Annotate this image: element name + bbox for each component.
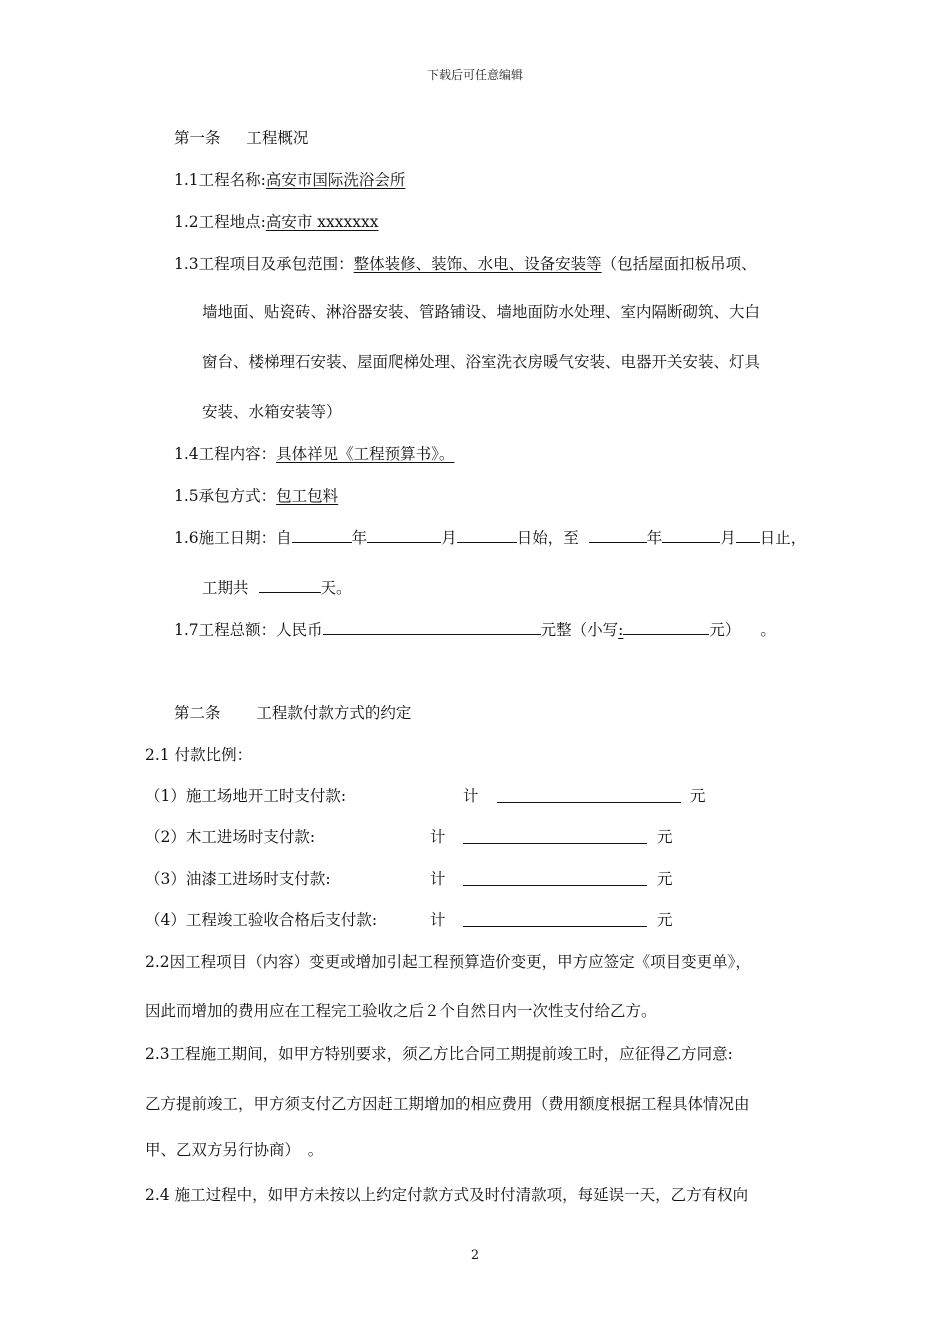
section-2-title [174,703,411,723]
item-1-6-label: 1.6施工日期： [174,529,277,547]
item-1-5-label: 1.5承包方式： [174,487,277,505]
item-1-7-dot: 。 [760,621,776,639]
payment-ji: 计 [430,870,446,888]
payment-unit: 元 [657,828,673,846]
item-1-3-line-4: 安装、水箱安装等） [202,403,342,421]
item-1-6-end: 日止， [759,529,807,547]
item-1-7 [174,620,776,640]
item-1-3-line-3: 窗台、楼梯理石安装、屋面爬梯处理、浴室洗衣房暖气安装、电器开关安装、灯具 [202,353,761,371]
item-1-6-year: 年 [351,529,368,547]
page-number: 2 [470,1248,480,1263]
payment-amount-blank[interactable] [497,788,681,803]
item-1-6-from: 自 [276,529,292,547]
end-day-blank[interactable] [736,528,760,543]
payment-ji: 计 [430,911,446,929]
item-1-5-value: 包工包料 [276,487,339,505]
item-1-7-colon: : [618,621,624,639]
payment-label: （2）木工进场时支付款: [145,828,316,846]
end-year-blank[interactable] [589,528,647,543]
page-header: 下载后可任意编辑 [426,68,523,82]
item-2-1: 2.1 付款比例： [145,746,253,764]
item-1-4-value: 具体祥见《工程预算书》。 [276,445,455,463]
item-1-5 [174,486,338,506]
payment-label: （3）油漆工进场时支付款: [145,870,331,888]
payment-row [145,827,745,847]
section-1-title [174,128,308,148]
start-month-blank[interactable] [367,528,441,543]
item-1-2-label: 1.2工程地点: [174,213,266,231]
section-2-heading: 工程款付款方式的约定 [256,704,412,722]
item-1-3-label: 1.3工程项目及承包范围： [174,255,354,273]
item-1-7-yuan: 元） [709,621,741,639]
item-1-7-whole: 元整（小写 [540,621,619,639]
item-1-4-label: 1.4工程内容： [174,445,277,463]
item-1-3-line-2: 墙地面、贴瓷砖、淋浴器安装、管路铺设、墙地面防水处理、室内隔断砌筑、大白 [202,303,761,321]
item-1-6-line-2 [202,578,352,598]
total-amount-words-blank[interactable] [323,620,541,635]
payment-ji: 计 [463,787,479,805]
section-1-heading: 工程概况 [246,129,309,147]
item-2-2-line-1: 2.2因工程项目（内容）变更或增加引起工程预算造价变更，甲方应签定《项目变更单》， [145,953,751,971]
payment-unit: 元 [657,870,673,888]
payment-label: （1）施工场地开工时支付款: [145,787,347,805]
payment-amount-blank[interactable] [463,829,647,844]
payment-amount-blank[interactable] [463,912,647,927]
item-2-4-line-1: 2.4 施工过程中，如甲方未按以上约定付款方式及时付清款项，每延误一天，乙方有权向 [145,1186,749,1204]
payment-label: （4）工程竣工验收合格后支付款: [145,911,378,929]
payment-amount-blank[interactable] [463,871,647,886]
period-label: 工期共 [202,579,249,597]
payment-row [145,869,745,889]
period-days-blank[interactable] [259,578,321,593]
item-1-6-month2: 月 [720,529,736,547]
item-1-6-start: 日始，至 [516,529,579,547]
item-1-7-label: 1.7工程总额：人民币 [174,621,323,639]
period-unit: 天。 [320,579,352,597]
payment-row [145,910,745,930]
item-1-3-value: 整体装修、装饰、水电、设备安装等 [353,255,602,273]
item-2-3-line-2: 乙方提前竣工，甲方须支付乙方因赶工期增加的相应费用（费用额度根据工程具体情况由 [145,1095,750,1113]
payment-unit: 元 [690,787,706,805]
item-1-6-line-1 [174,528,806,548]
item-1-4 [174,444,454,464]
item-2-2-line-2: 因此而增加的费用应在工程完工验收之后２个自然日内一次性支付给乙方。 [145,1002,657,1020]
item-1-1-value: 高安市国际洗浴会所 [265,171,406,189]
total-amount-digits-blank[interactable] [623,620,709,635]
payment-unit: 元 [657,911,673,929]
section-2-number: 第二条 [174,704,221,722]
item-1-3-rest: （包括屋面扣板吊项、 [601,255,757,273]
item-2-3-line-3: 甲、乙双方另行协商） 。 [145,1141,324,1159]
item-1-1 [174,170,405,190]
item-1-6-year2: 年 [646,529,663,547]
item-1-1-label: 1.1工程名称: [174,171,266,189]
item-2-3-line-1: 2.3工程施工期间，如甲方特别要求，须乙方比合同工期提前竣工时，应征得乙方同意: [145,1045,733,1063]
start-day-blank[interactable] [457,528,517,543]
item-1-3-line-1 [174,254,757,274]
payment-row [145,786,745,806]
end-month-blank[interactable] [662,528,720,543]
item-1-2 [174,212,379,232]
start-year-blank[interactable] [292,528,352,543]
item-1-6-month: 月 [441,529,457,547]
item-1-2-value: 高安市 xxxxxxx [265,213,379,231]
payment-ji: 计 [430,828,446,846]
section-1-number: 第一条 [174,129,221,147]
